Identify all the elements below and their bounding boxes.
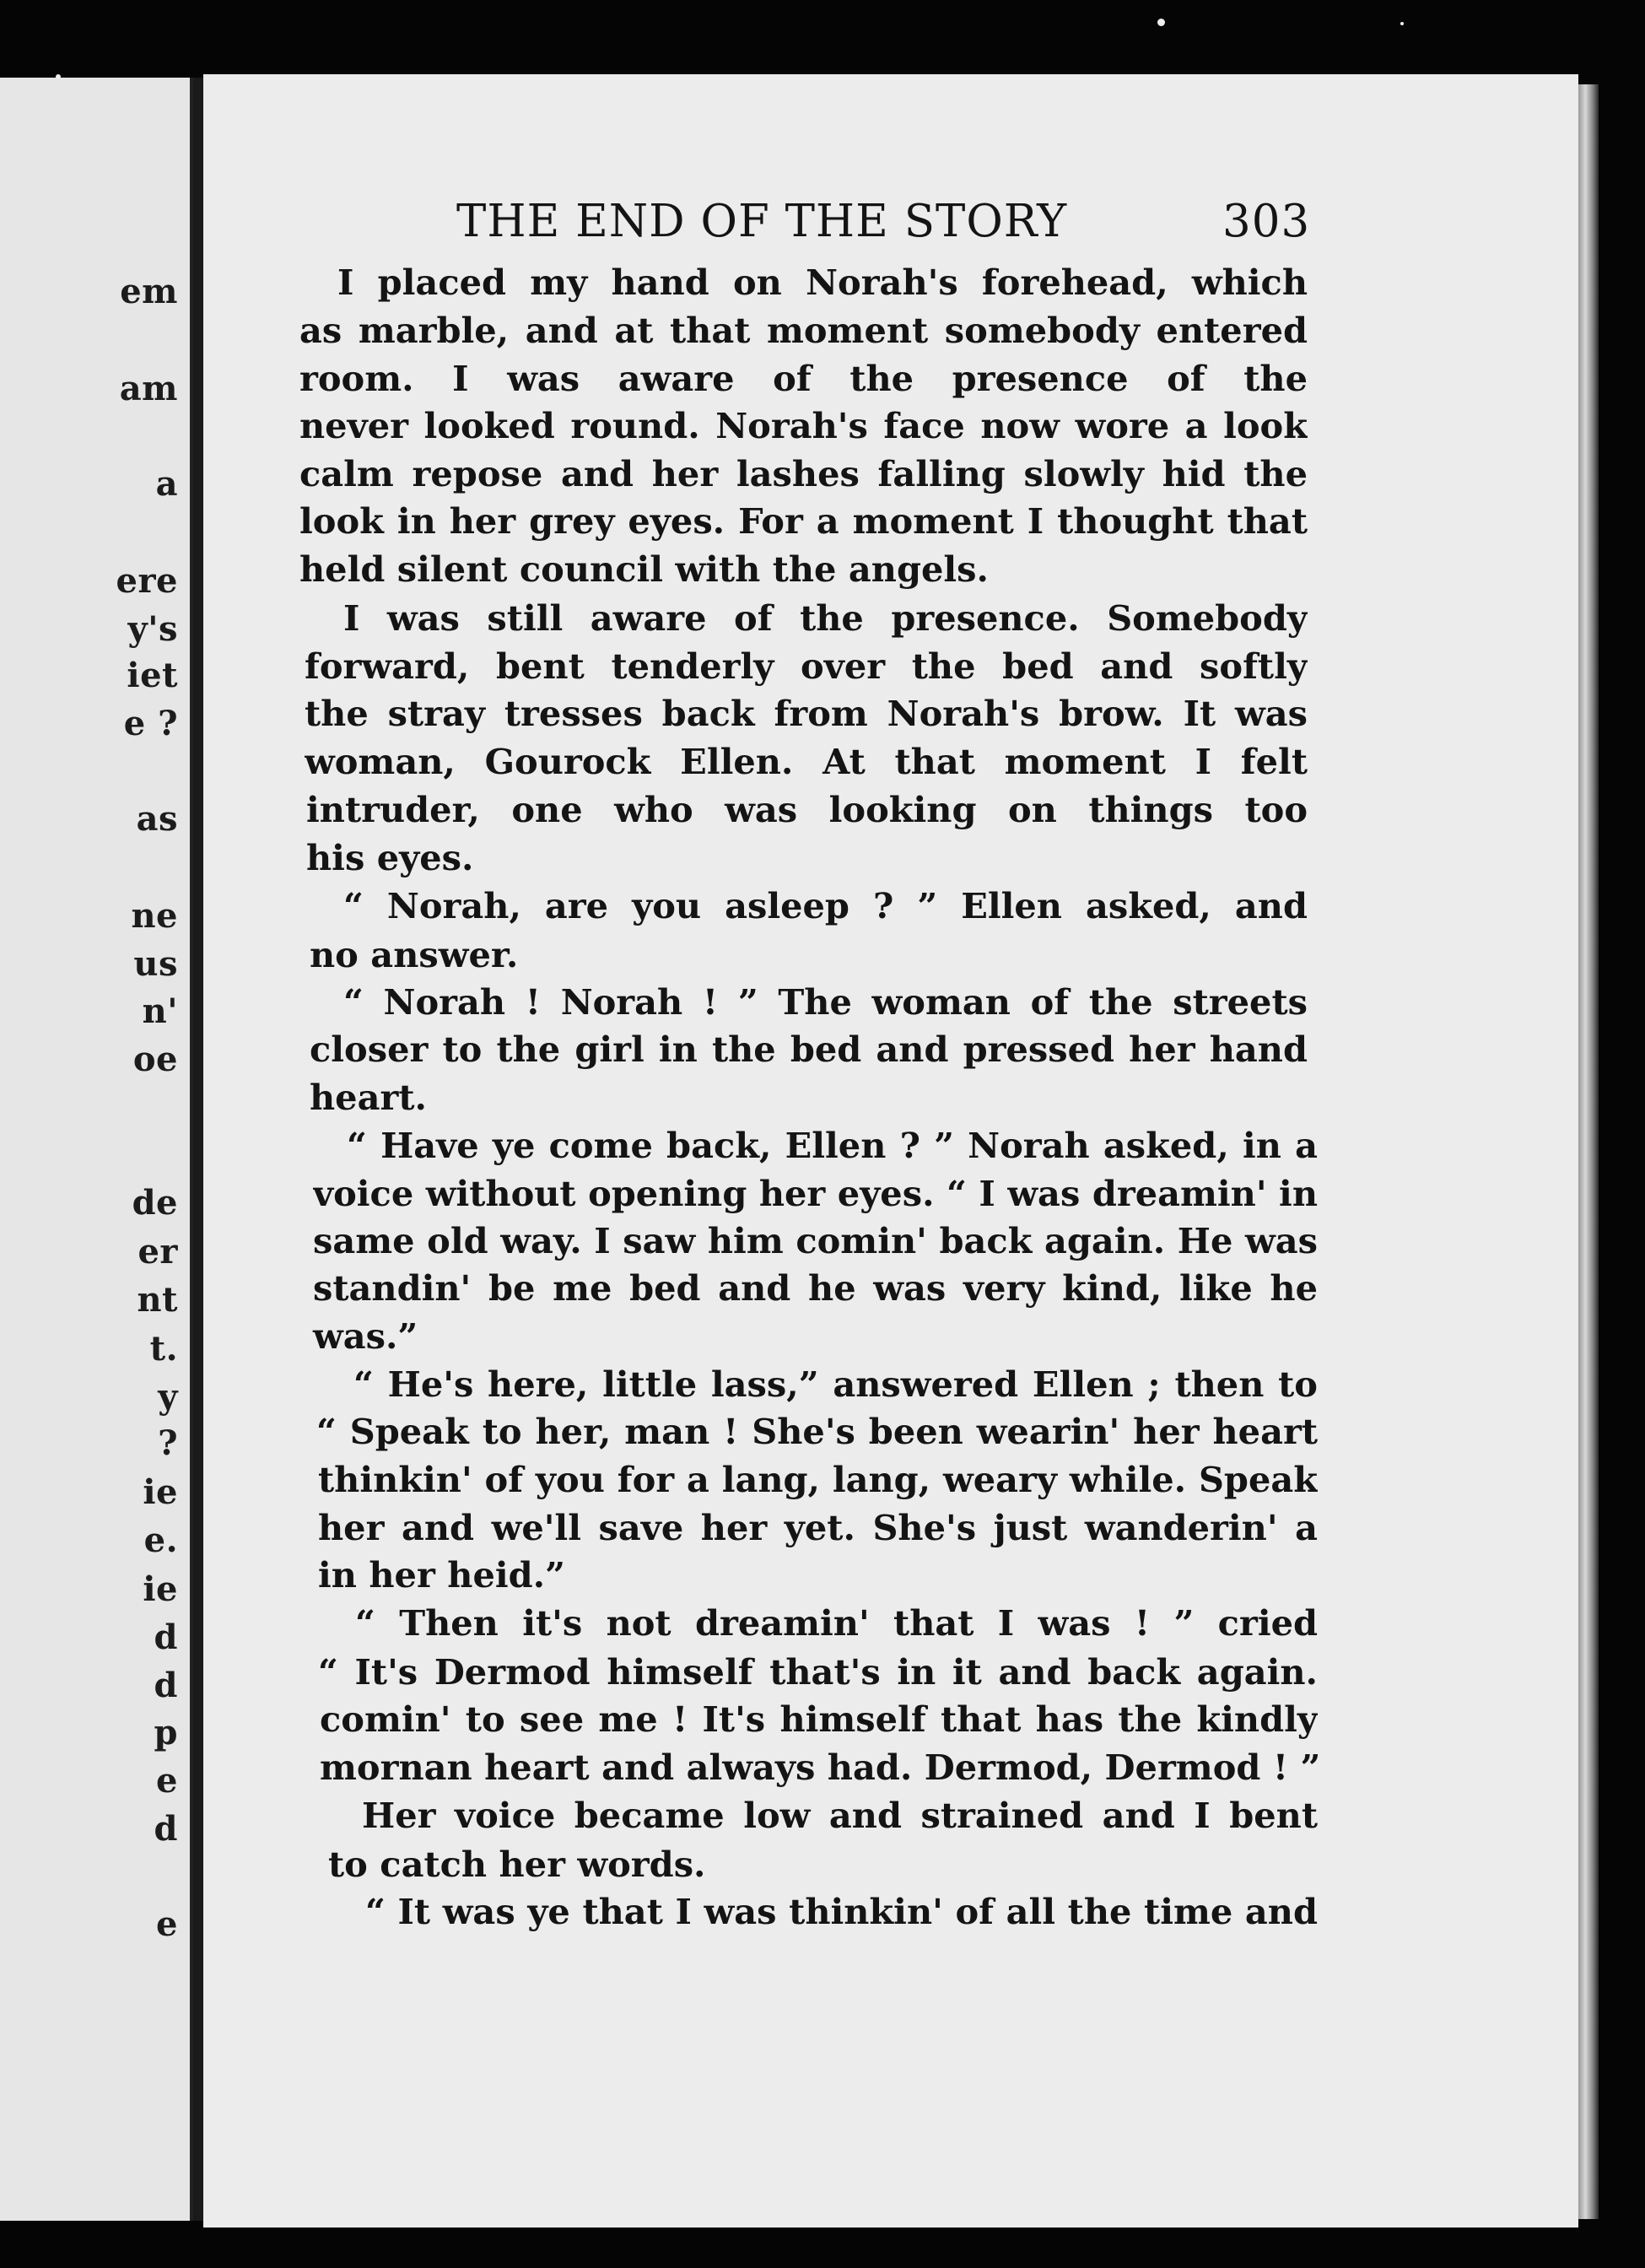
previous-page-fragment: ie bbox=[143, 1472, 178, 1512]
previous-page-fragment: p bbox=[154, 1713, 178, 1752]
dust-speck bbox=[1157, 19, 1165, 26]
text-line: “ Have ye come back, Ellen ? ” Norah asked, in a bbox=[347, 1125, 1318, 1166]
previous-page-fragment: y's bbox=[127, 609, 178, 649]
previous-page-strip bbox=[0, 78, 193, 2221]
previous-page-fragment: em bbox=[120, 272, 178, 311]
text-line: his eyes. bbox=[306, 837, 474, 878]
previous-page-fragment: e bbox=[156, 1904, 178, 1944]
text-line: standin' be me bed and he was very kind, like he bbox=[313, 1267, 1318, 1309]
text-line: never looked round. Norah's face now wore a look bbox=[299, 405, 1308, 446]
text-line: forward, bent tenderly over the bed and softly bbox=[305, 645, 1308, 687]
book-gutter bbox=[193, 78, 203, 2221]
text-line: no answer. bbox=[310, 934, 519, 975]
text-line: “ It's Dermod himself that's in it and back again. bbox=[318, 1651, 1318, 1693]
text-line: held silent council with the angels. bbox=[299, 548, 989, 590]
previous-page-fragment: oe bbox=[132, 1040, 178, 1079]
text-line: “ He's here, little lass,” answered Ellen ; then to bbox=[353, 1364, 1318, 1405]
text-line: to catch her words. bbox=[328, 1844, 706, 1885]
text-line: thinkin' of you for a lang, lang, weary while. Speak bbox=[318, 1459, 1318, 1500]
previous-page-fragment: t. bbox=[149, 1329, 178, 1369]
text-line: voice without opening her eyes. “ I was dreamin' in bbox=[313, 1173, 1318, 1214]
text-line: same old way. I saw him comin' back again. He was bbox=[313, 1220, 1318, 1261]
previous-page-fragment: ere bbox=[116, 561, 178, 601]
previous-page-fragment: am bbox=[119, 369, 178, 408]
text-line: “ Norah ! Norah ! ” The woman of the streets bbox=[343, 981, 1308, 1023]
previous-page-fragment: ie bbox=[143, 1569, 178, 1609]
previous-page-fragment: e. bbox=[143, 1520, 178, 1560]
previous-page-fragment: nt bbox=[137, 1280, 178, 1320]
dust-speck bbox=[56, 74, 61, 79]
text-line: look in her grey eyes. For a moment I thought that bbox=[299, 500, 1308, 542]
text-line: the stray tresses back from Norah's brow. It was bbox=[305, 693, 1308, 734]
previous-page-fragment: d bbox=[154, 1666, 178, 1705]
previous-page-fragment: iet bbox=[127, 656, 178, 695]
previous-page-fragment: y bbox=[158, 1377, 178, 1417]
previous-page-fragment: de bbox=[132, 1183, 178, 1223]
text-line: heart. bbox=[310, 1077, 427, 1118]
text-line: I was still aware of the presence. Somebody bbox=[343, 597, 1308, 639]
previous-page-fragment: a bbox=[155, 464, 178, 504]
page-edge bbox=[1578, 84, 1599, 2219]
previous-page-fragment: e ? bbox=[123, 704, 178, 743]
text-line: her and we'll save her yet. She's just wanderin' a bbox=[318, 1507, 1318, 1548]
previous-page-fragment: as bbox=[136, 799, 178, 839]
dust-speck bbox=[1400, 22, 1404, 25]
running-title: THE END OF THE STORY bbox=[456, 196, 1068, 247]
text-line: as marble, and at that moment somebody entered bbox=[299, 310, 1308, 351]
running-head bbox=[456, 196, 1311, 255]
previous-page-fragment: us bbox=[133, 944, 178, 984]
text-line: comin' to see me ! It's himself that has the kindly bbox=[320, 1698, 1318, 1740]
previous-page-fragment: d bbox=[154, 1809, 178, 1849]
previous-page-fragment: d bbox=[154, 1617, 178, 1657]
text-line: in her heid.” bbox=[318, 1554, 565, 1596]
text-line: woman, Gourock Ellen. At that moment I felt bbox=[305, 741, 1308, 782]
text-line: mornan heart and always had. Dermod, Dermod ! ” bbox=[320, 1747, 1321, 1788]
text-line: “ Norah, are you asleep ? ” Ellen asked, and bbox=[343, 885, 1308, 926]
text-line: “ Speak to her, man ! She's been wearin' her heart bbox=[316, 1411, 1318, 1452]
text-line: I placed my hand on Norah's forehead, which bbox=[337, 262, 1308, 303]
previous-page-fragment: er bbox=[138, 1232, 178, 1272]
page-number: 303 bbox=[1222, 196, 1311, 247]
text-line: Her voice became low and strained and I bent bbox=[362, 1795, 1318, 1836]
previous-page-fragment: ? bbox=[158, 1423, 178, 1463]
previous-page-fragment: ne bbox=[131, 896, 178, 936]
text-line: closer to the girl in the bed and pressed her hand bbox=[310, 1029, 1308, 1070]
text-line: was.” bbox=[313, 1315, 418, 1357]
text-line: “ It was ye that I was thinkin' of all the time and bbox=[365, 1891, 1318, 1932]
text-line: “ Then it's not dreamin' that I was ! ” cried bbox=[355, 1602, 1318, 1644]
text-line: room. I was aware of the presence of the bbox=[299, 358, 1308, 399]
previous-page-fragment: n' bbox=[142, 991, 178, 1031]
previous-page-fragment: e bbox=[156, 1761, 178, 1801]
text-line: intruder, one who was looking on things too bbox=[306, 789, 1308, 830]
text-line: calm repose and her lashes falling slowly hid the bbox=[299, 453, 1308, 494]
